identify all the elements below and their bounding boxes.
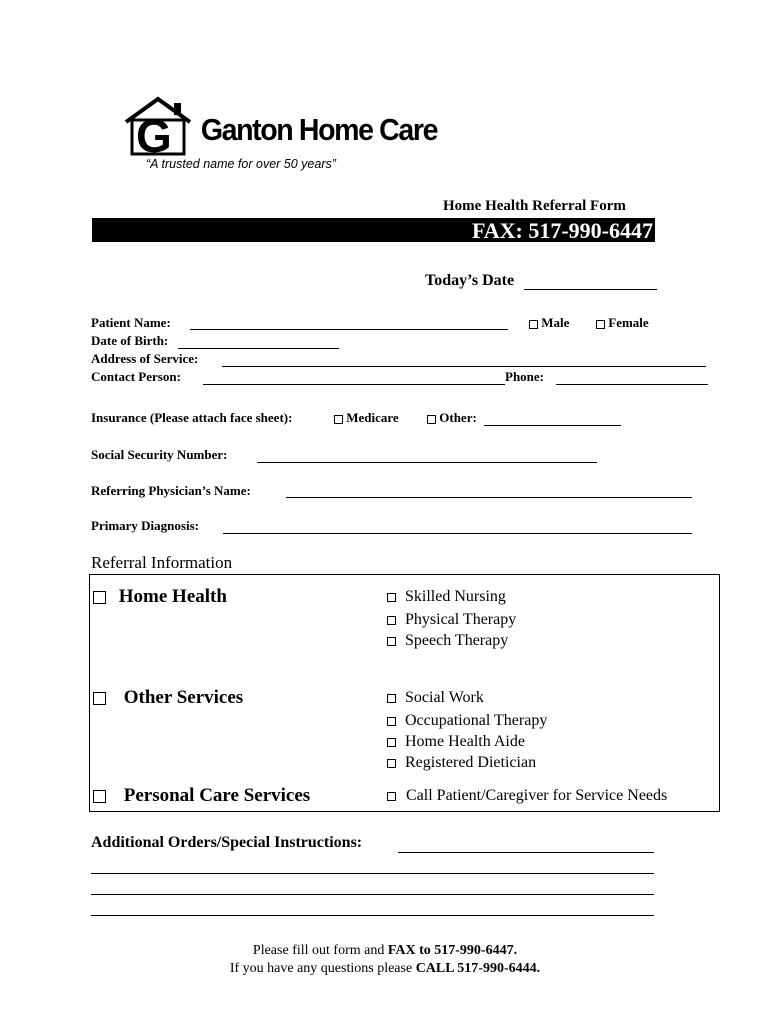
patient-name-field[interactable]: [190, 329, 508, 330]
female-label: Female: [608, 315, 649, 330]
logo-brand-text: Ganton Home Care: [200, 112, 438, 147]
todays-date-label: Today’s Date: [425, 272, 515, 289]
diagnosis-label: Primary Diagnosis:: [91, 518, 199, 533]
footer-call-number: CALL 517-990-6444.: [415, 961, 541, 976]
other-services-checkbox[interactable]: [93, 692, 106, 705]
svg-text:G: G: [136, 110, 172, 158]
female-option[interactable]: [596, 315, 649, 331]
footer-call-text: If you have any questions please: [229, 961, 416, 976]
footer-fax-instruction: [0, 943, 770, 959]
physician-field[interactable]: [286, 497, 692, 498]
other-services-option[interactable]: [93, 687, 243, 709]
ssn-field[interactable]: [257, 462, 597, 463]
social-work-label: Social Work: [405, 689, 484, 706]
female-checkbox[interactable]: [596, 320, 605, 329]
footer-call-instruction: [0, 961, 770, 977]
phone-field[interactable]: [556, 384, 708, 385]
additional-orders-line-4[interactable]: [91, 915, 654, 916]
medicare-option[interactable]: [334, 410, 399, 426]
company-logo: [122, 96, 438, 176]
other-insurance-field[interactable]: [484, 425, 621, 426]
call-patient-label: Call Patient/Caregiver for Service Needs: [406, 787, 668, 804]
additional-orders-line-1[interactable]: [398, 852, 654, 853]
fax-number: FAX: 517-990-6447: [471, 218, 653, 243]
additional-orders-line-2[interactable]: [91, 873, 654, 874]
ssn-label: Social Security Number:: [91, 447, 228, 462]
todays-date-field[interactable]: [524, 289, 657, 290]
address-label: Address of Service:: [91, 351, 199, 366]
insurance-label: Insurance (Please attach face sheet):: [91, 410, 293, 425]
skilled-nursing-label: Skilled Nursing: [405, 588, 506, 605]
personal-care-checkbox[interactable]: [93, 790, 106, 803]
other-insurance-label: Other:: [439, 410, 477, 425]
physical-therapy-label: Physical Therapy: [405, 611, 517, 628]
male-checkbox[interactable]: [529, 320, 538, 329]
contact-person-label: Contact Person:: [91, 369, 181, 384]
personal-care-label: Personal Care Services: [123, 785, 311, 806]
dob-field[interactable]: [178, 348, 339, 349]
home-health-checkbox[interactable]: [93, 591, 106, 604]
physician-label: Referring Physician’s Name:: [91, 483, 251, 498]
diagnosis-field[interactable]: [223, 533, 692, 534]
footer-fax-text: Please fill out form and: [252, 943, 388, 958]
social-work-option[interactable]: [387, 689, 484, 707]
home-health-label: Home Health: [118, 586, 227, 607]
additional-orders-line-3[interactable]: [91, 894, 654, 895]
home-health-aide-option[interactable]: [387, 733, 525, 751]
fax-banner: [92, 218, 655, 242]
occupational-therapy-checkbox[interactable]: [387, 717, 396, 726]
occupational-therapy-label: Occupational Therapy: [405, 712, 548, 729]
physical-therapy-checkbox[interactable]: [387, 616, 396, 625]
other-services-label: Other Services: [123, 687, 244, 708]
call-patient-checkbox[interactable]: [387, 792, 396, 801]
form-title: Home Health Referral Form: [443, 198, 626, 214]
speech-therapy-label: Speech Therapy: [405, 632, 509, 649]
registered-dietician-checkbox[interactable]: [387, 759, 396, 768]
medicare-checkbox[interactable]: [334, 415, 343, 424]
referral-heading: Referral Information: [91, 553, 233, 572]
skilled-nursing-option[interactable]: [387, 588, 506, 606]
footer-fax-number: FAX to 517-990-6447.: [387, 943, 518, 958]
male-label: Male: [541, 315, 570, 330]
speech-therapy-option[interactable]: [387, 632, 508, 650]
registered-dietician-option[interactable]: [387, 754, 536, 772]
male-option[interactable]: [529, 315, 569, 331]
additional-orders-label: Additional Orders/Special Instructions:: [91, 834, 363, 851]
social-work-checkbox[interactable]: [387, 694, 396, 703]
home-health-aide-label: Home Health Aide: [405, 733, 525, 750]
speech-therapy-checkbox[interactable]: [387, 637, 396, 646]
medicare-label: Medicare: [346, 410, 399, 425]
home-health-option[interactable]: [93, 586, 227, 608]
contact-person-field[interactable]: [203, 384, 505, 385]
personal-care-option[interactable]: [93, 785, 310, 807]
physical-therapy-option[interactable]: [387, 611, 516, 629]
registered-dietician-label: Registered Dietician: [405, 754, 537, 771]
logo-tagline: “A trusted name for over 50 years”: [146, 157, 336, 171]
occupational-therapy-option[interactable]: [387, 712, 547, 730]
skilled-nursing-checkbox[interactable]: [387, 593, 396, 602]
other-insurance-checkbox[interactable]: [427, 415, 436, 424]
dob-label: Date of Birth:: [91, 333, 169, 348]
phone-label: Phone:: [505, 369, 544, 384]
call-patient-option[interactable]: [387, 787, 667, 805]
address-field[interactable]: [222, 366, 706, 367]
logo-brand-name: [180, 112, 437, 148]
home-health-aide-checkbox[interactable]: [387, 738, 396, 747]
patient-name-label: Patient Name:: [91, 315, 171, 330]
other-insurance-option[interactable]: [427, 410, 477, 426]
